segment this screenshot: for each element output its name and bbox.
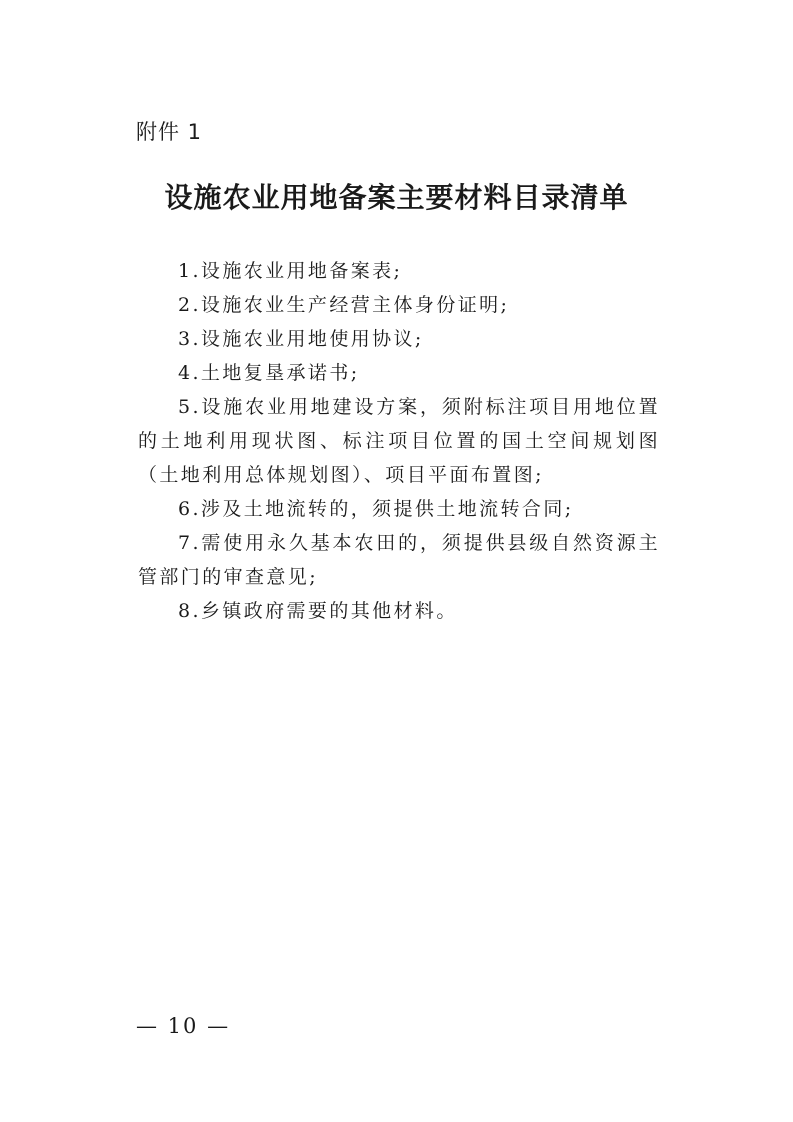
- materials-list: [138, 254, 660, 628]
- list-item: 3.设施农业用地使用协议;: [178, 328, 424, 350]
- list-item: 6.涉及土地流转的，须提供土地流转合同;: [178, 498, 574, 520]
- list-item: 2.设施农业生产经营主体身份证明;: [178, 294, 510, 316]
- document-title: 设施农业用地备案主要材料目录清单: [164, 181, 629, 214]
- list-item: 1.设施农业用地备案表;: [178, 260, 403, 282]
- page-number: — 10 —: [136, 1014, 231, 1038]
- attachment-label: 附件 1: [136, 120, 203, 144]
- list-item: 7.需使用永久基本农田的，须提供县级自然资源主管部门的审查意见;: [138, 532, 660, 588]
- list-item: 4.土地复垦承诺书;: [178, 362, 360, 384]
- list-item: 5.设施农业用地建设方案，须附标注项目用地位置的土地利用现状图、标注项目位置的国土空间规划图（土地利用总体规划图）、项目平面布置图;: [138, 396, 660, 486]
- list-item: 8.乡镇政府需要的其他材料。: [178, 600, 458, 622]
